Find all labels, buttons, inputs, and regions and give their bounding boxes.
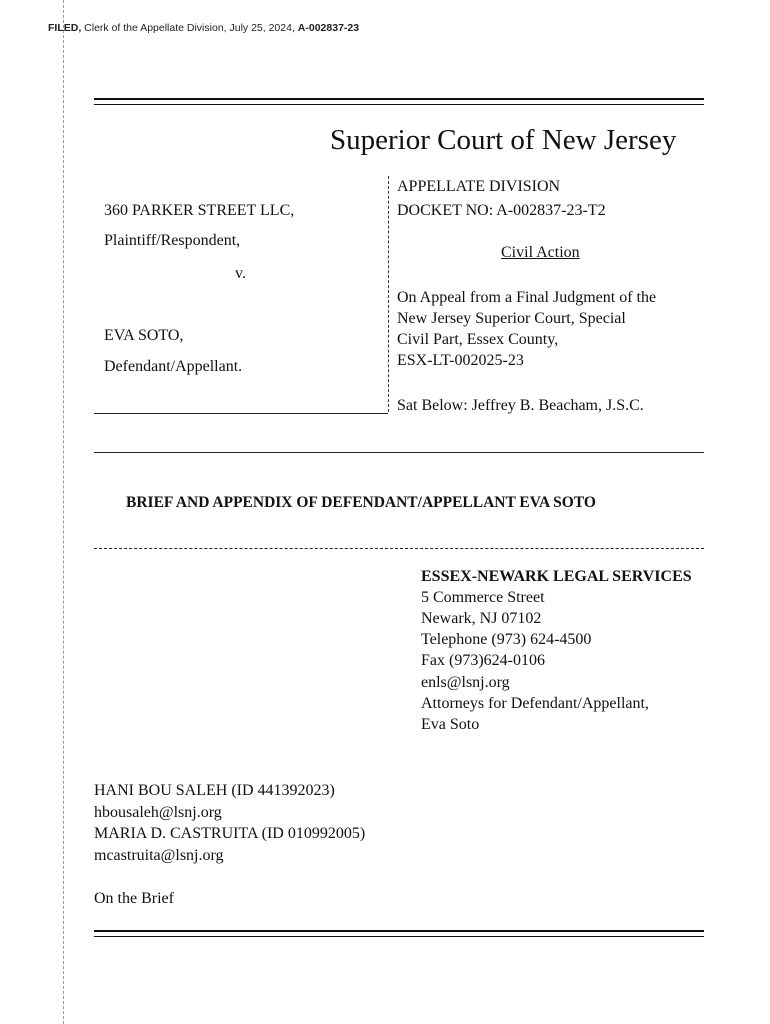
caption-separator	[388, 176, 389, 412]
address-line: 5 Commerce Street	[421, 589, 545, 606]
docket-number: DOCKET NO: A-002837-23-T2	[397, 202, 606, 219]
action-type: Civil Action	[501, 244, 580, 261]
top-double-rule	[94, 98, 704, 105]
firm-email: enls@lsnj.org	[421, 674, 510, 691]
bottom-double-rule	[94, 930, 704, 937]
address-line: Newark, NJ 07102	[421, 610, 542, 627]
versus: v.	[235, 265, 246, 282]
sat-below: Sat Below: Jeffrey B. Beacham, J.S.C.	[397, 397, 644, 414]
plaintiff-name: 360 PARKER STREET LLC,	[104, 202, 295, 219]
attorney-email: mcastruita@lsnj.org	[94, 847, 224, 864]
court-name: Superior Court of New Jersey	[330, 124, 677, 156]
appeal-line: On Appeal from a Final Judgment of the	[397, 289, 657, 306]
firm-name: ESSEX-NEWARK LEGAL SERVICES	[421, 568, 692, 585]
document-title: BRIEF AND APPENDIX OF DEFENDANT/APPELLANT EVA SOTO	[126, 494, 596, 511]
title-top-rule	[94, 452, 704, 453]
title-bottom-rule	[94, 548, 704, 549]
on-the-brief: On the Brief	[94, 890, 174, 907]
plaintiff-role: Plaintiff/Respondent,	[104, 232, 241, 249]
appeal-line: Civil Part, Essex County,	[397, 331, 559, 348]
fax: Fax (973)624-0106	[421, 652, 545, 669]
filed-docket: A-002837-23	[297, 22, 360, 34]
attorneys-for: Attorneys for Defendant/Appellant,	[421, 695, 649, 712]
filed-text: Clerk of the Appellate Division, July 25, 2024,	[81, 22, 298, 34]
defendant-role: Defendant/Appellant.	[104, 358, 243, 375]
attorney-line: HANI BOU SALEH (ID 441392023)	[94, 782, 335, 799]
telephone: Telephone (973) 624-4500	[421, 631, 592, 648]
division: APPELLATE DIVISION	[397, 178, 561, 195]
filing-stamp	[48, 22, 359, 34]
appeal-line: New Jersey Superior Court, Special	[397, 310, 626, 327]
filed-label: FILED,	[48, 22, 82, 34]
margin-line	[63, 0, 64, 1024]
attorney-email: hbousaleh@lsnj.org	[94, 804, 222, 821]
caption-bottom-rule	[94, 413, 388, 414]
defendant-name: EVA SOTO,	[104, 327, 184, 344]
appeal-line: ESX-LT-002025-23	[397, 352, 524, 369]
attorney-line: MARIA D. CASTRUITA (ID 010992005)	[94, 825, 366, 842]
client-name: Eva Soto	[421, 716, 480, 733]
